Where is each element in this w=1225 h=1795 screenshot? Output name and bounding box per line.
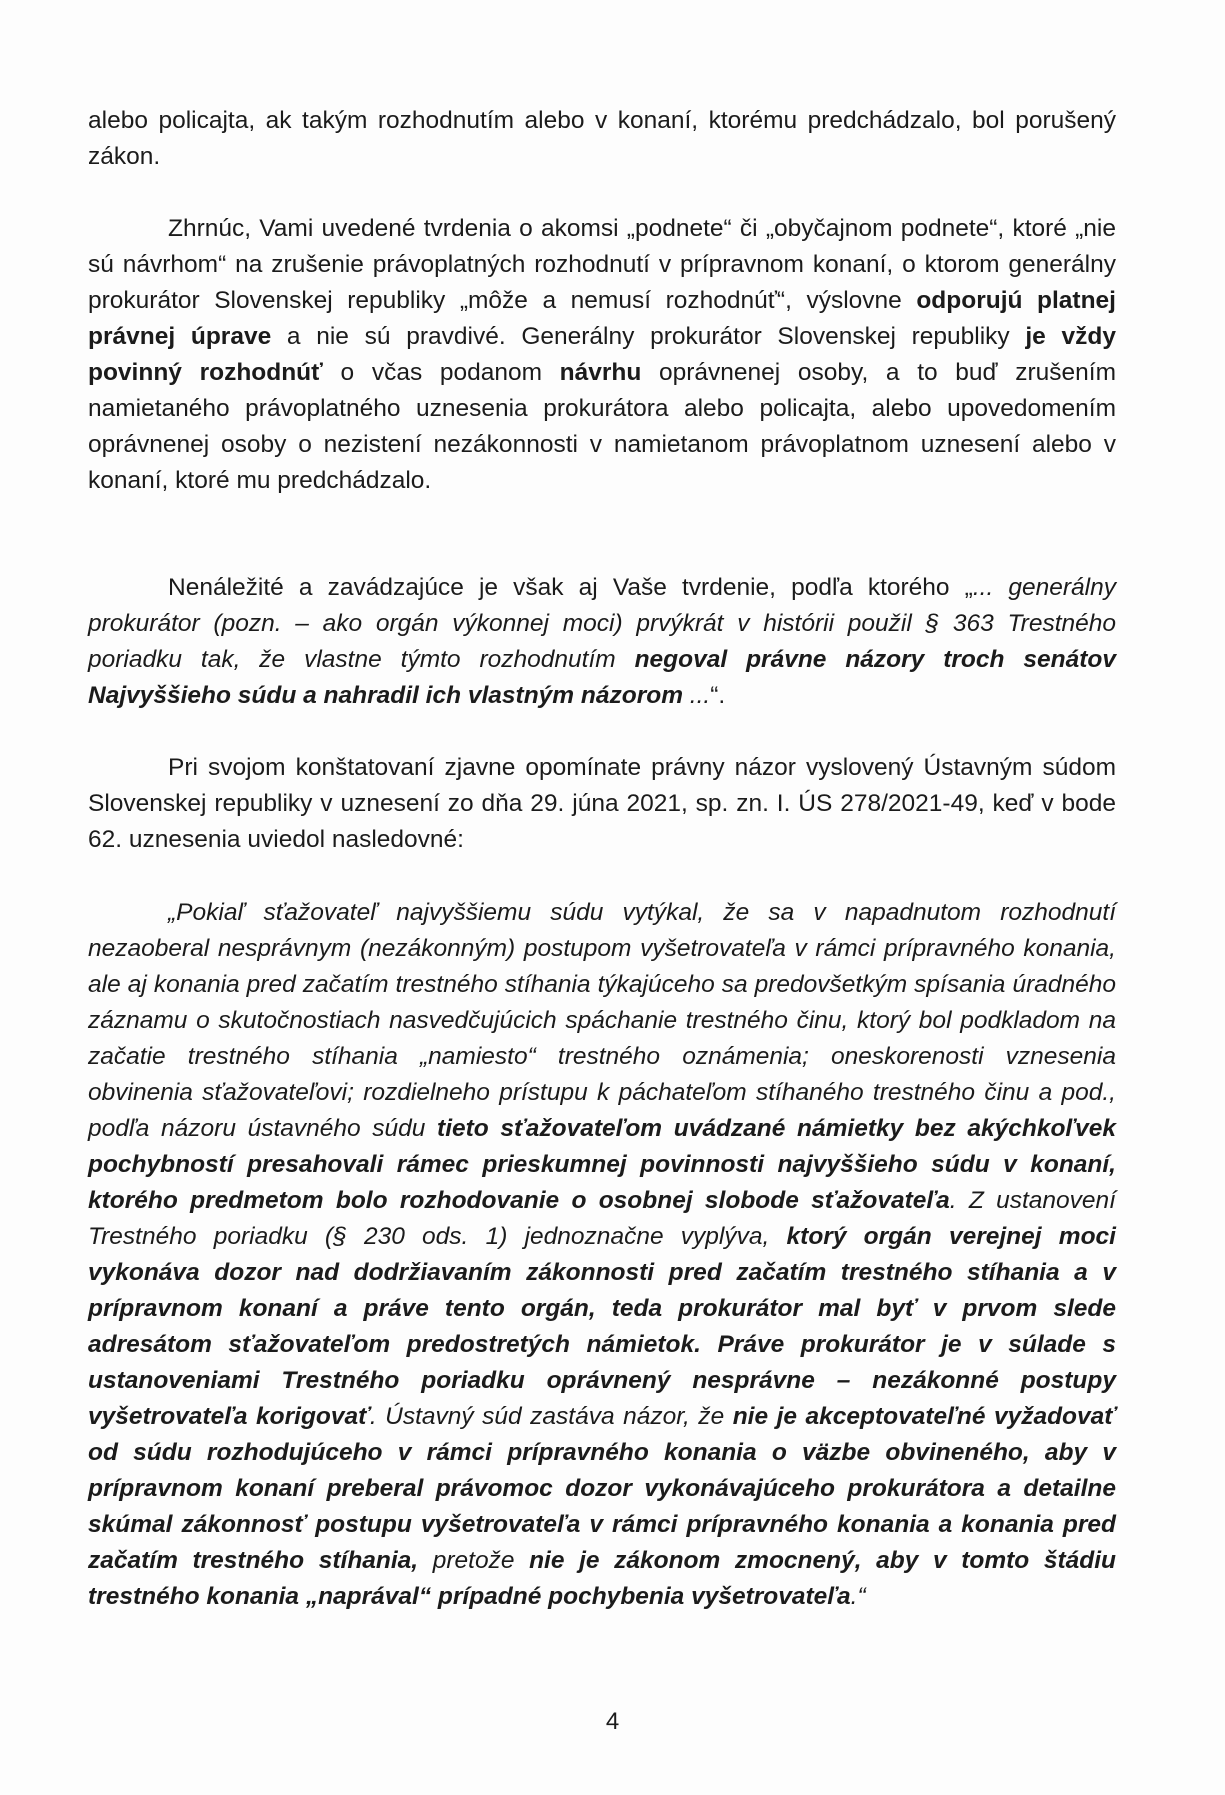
paragraph-2-bold-2: je vždy povinný rozhodnúť — [88, 323, 1116, 386]
paragraph-3-italic-1: ... generálny prokurátor (pozn. – ako orgán výkonnej moci) prvýkrát v histórii použil § 363 Trestného poriadku tak, že vlastne týmto rozhodnutím — [88, 574, 1116, 673]
paragraph-3-text: Nenáležité a zavádzajúce je však aj Vaše tvrdenie, podľa ktorého „ — [168, 574, 973, 601]
paragraph-2-text: Zhrnúc, Vami uvedené tvrdenia o akomsi „podnete“ či „obyčajnom podnete“, ktoré „nie sú návrhom“ na zrušenie právoplatných rozhodnutí v prípravnom konaní, o ktorom generálny prokurátor Slovenskej republiky „môže a nemusí rozhodnúť“, výslovne — [88, 215, 1116, 314]
paragraph-4 — [88, 750, 1116, 858]
paragraph-2-bold-3: návrhu — [559, 359, 642, 386]
paragraph-2-text-3: o včas podanom — [322, 359, 560, 386]
paragraph-2-text-2: a nie sú pravdivé. Generálny prokurátor Slovenskej republiky — [271, 323, 1026, 350]
paragraph-3-text-2: “. — [710, 682, 726, 709]
quote-text-2: . Z ustanovení Trestného poriadku (§ 230 ods. 1) jednoznačne vyplýva, — [88, 1187, 1116, 1250]
paragraph-1 — [88, 103, 1116, 175]
page-number: 4 — [605, 1708, 620, 1735]
paragraph-3-bold-italic: negoval právne názory troch senátov Najvyššieho súdu a nahradil ich vlastným názorom — [88, 646, 1116, 709]
paragraph-2 — [88, 211, 1116, 499]
paragraph-4-text: Pri svojom konštatovaní zjavne opomínate právny názor vyslovený Ústavným súdom Slovenskej republiky v uznesení zo dňa 29. júna 2021, sp. zn. I. ÚS 278/2021-49, keď v bode 62. uznesenia uviedol nasledovné: — [88, 754, 1116, 853]
quote-paragraph — [88, 895, 1116, 1615]
quote-bold-1: tieto sťažovateľom uvádzané námietky bez akýchkoľvek pochybností presahovali rámec prieskumnej povinnosti najvyššieho súdu v konaní, ktorého predmetom bolo rozhodovanie o osobnej slobode sťažovateľa — [88, 1115, 1116, 1214]
paragraph-2-text-4: oprávnenej osoby, a to buď zrušením namietaného právoplatného uznesenia prokurátora alebo policajta, alebo upovedomením oprávnenej osoby o nezistení nezákonnosti v namietanom právoplatnom uznesení alebo v konaní, ktoré mu predchádzalo. — [88, 359, 1116, 494]
paragraph-3 — [88, 570, 1116, 714]
paragraph-2-bold-1: odporujú platnej právnej úprave — [88, 287, 1116, 350]
quote-bold-3: nie je akceptovateľné vyžadovať od súdu rozhodujúceho v rámci prípravného konania o väzbe obvineného, aby v prípravnom konaní preberal právomoc dozor vykonávajúceho prokurátora a detailne skúmal zákonnosť postupu vyšetrovateľa v rámci prípravného konania a konania pred začatím trestného stíhania, — [88, 1403, 1117, 1574]
quote-bold-2: ktorý orgán verejnej moci vykonáva dozor nad dodržiavaním zákonnosti pred začatím trestného stíhania a v prípravnom konaní a práve tento orgán, teda prokurátor mal byť v prvom slede adresátom sťažovateľom predostretých námietok. Práve prokurátor je v súlade s ustanoveniami Trestného poriadku oprávnený nesprávne – nezákonné postupy vyšetrovateľa korigovať — [88, 1223, 1116, 1430]
paragraph-1-text: alebo policajta, ak takým rozhodnutím alebo v konaní, ktorému predchádzalo, bol porušený zákon. — [88, 107, 1116, 170]
quote-bold-4: nie je zákonom zmocnený, aby v tomto štádiu trestného konania „naprával“ prípadné pochybenia vyšetrovateľa — [88, 1547, 1116, 1610]
quote-text-5: .“ — [850, 1583, 866, 1610]
paragraph-3-italic-2: ... — [683, 682, 711, 709]
quote-text-3: . Ústavný súd zastáva názor, že — [369, 1403, 733, 1430]
quote-text-4: pretože — [418, 1547, 530, 1574]
quote-text-1: „Pokiaľ sťažovateľ najvyššiemu súdu vytýkal, že sa v napadnutom rozhodnutí nezaoberal nesprávnym (nezákonným) postupom vyšetrovateľa v rámci prípravného konania, ale aj konania pred začatím trestného stíhania týkajúceho sa predovšetkým spísania úradného záznamu o skutočnostiach nasvedčujúcich spáchanie trestného činu, ktorý bol podkladom na začatie trestného stíhania „namiesto“ trestného oznámenia; oneskorenosti vznesenia obvinenia sťažovateľovi; rozdielneho prístupu k páchateľom stíhaného trestného činu a pod., podľa názoru ústavného súdu — [88, 899, 1116, 1142]
